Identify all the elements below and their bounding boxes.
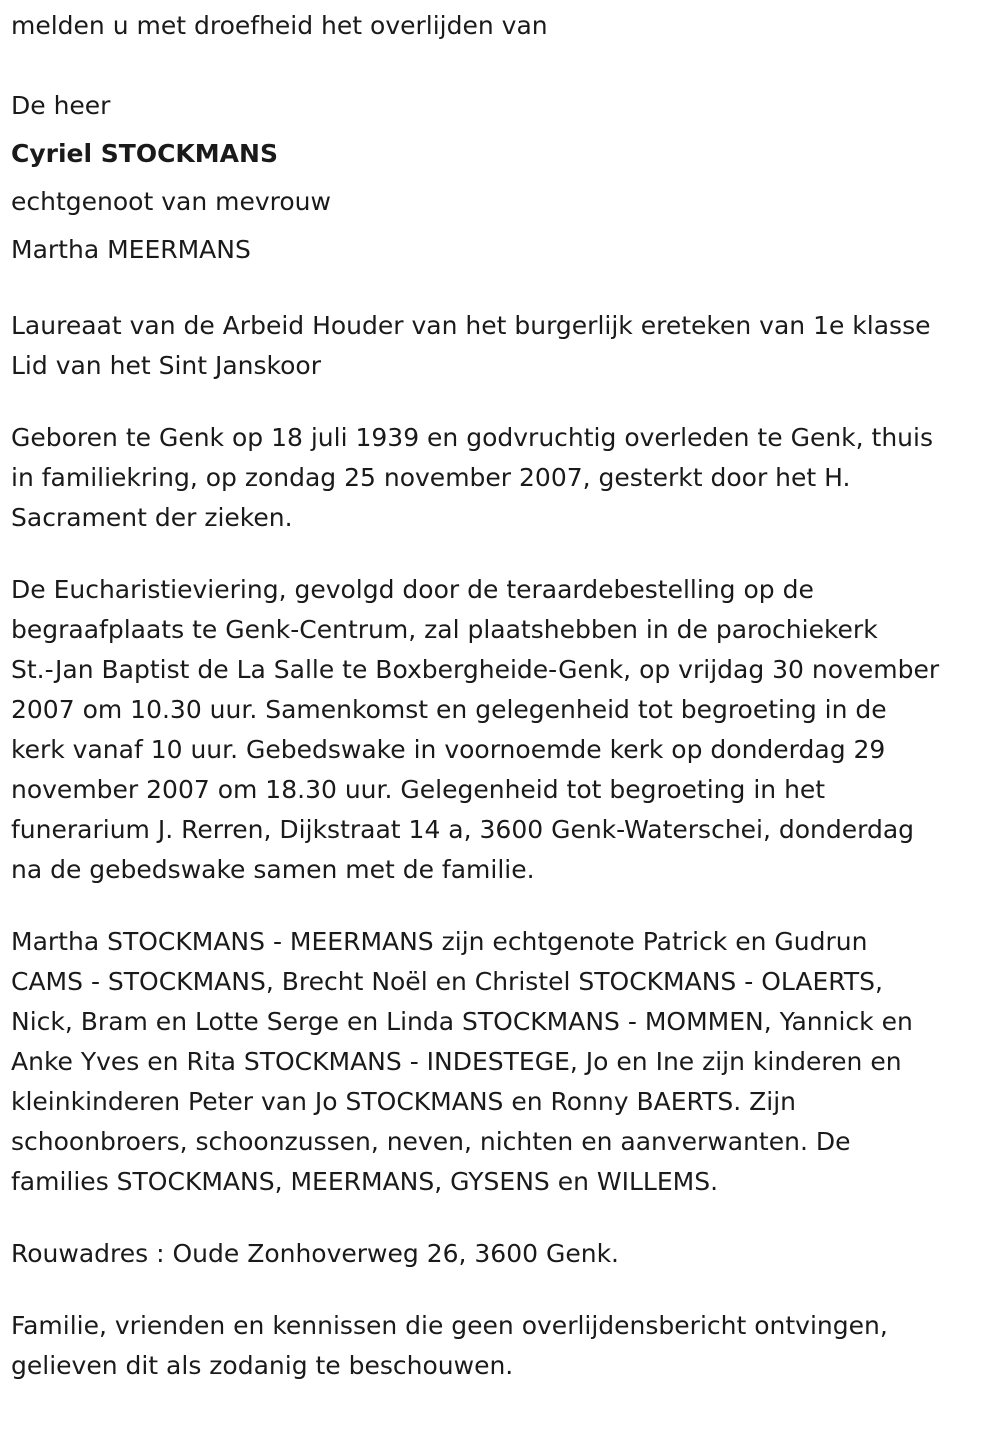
spacer	[11, 538, 991, 570]
ceremony-block	[11, 570, 991, 890]
deceased-name: Cyriel STOCKMANS	[11, 139, 278, 168]
spacer	[11, 386, 991, 418]
ceremony-line: 2007 om 10.30 uur. Samenkomst en gelegenheid tot begroeting in de	[11, 695, 887, 724]
honors-block	[11, 306, 991, 386]
birth-death-line: Geboren te Genk op 18 juli 1939 en godvruchtig overleden te Genk, thuis	[11, 423, 933, 452]
family-line: Nick, Bram en Lotte Serge en Linda STOCKMANS - MOMMEN, Yannick en	[11, 1007, 913, 1036]
honors-line: Lid van het Sint Janskoor	[11, 351, 321, 380]
closing-block	[11, 1306, 991, 1386]
spacer	[11, 890, 991, 922]
spacer	[11, 274, 991, 306]
spacer	[11, 1202, 991, 1234]
spouse-intro: echtgenoot van mevrouw	[11, 187, 331, 216]
ceremony-line: funerarium J. Rerren, Dijkstraat 14 a, 3600 Genk-Waterschei, donderdag	[11, 815, 915, 844]
closing-line: gelieven dit als zodanig te beschouwen.	[11, 1351, 514, 1380]
intro-text: melden u met droefheid het overlijden van	[11, 11, 548, 40]
spacer	[11, 50, 991, 82]
honors-line: Laureaat van de Arbeid Houder van het burgerlijk ereteken van 1e klasse	[11, 311, 931, 340]
family-line: Anke Yves en Rita STOCKMANS - INDESTEGE, Jo en Ine zijn kinderen en	[11, 1047, 902, 1076]
ceremony-line: begraafplaats te Genk-Centrum, zal plaatshebben in de parochiekerk	[11, 615, 878, 644]
family-line: kleinkinderen Peter van Jo STOCKMANS en Ronny BAERTS. Zijn	[11, 1087, 797, 1116]
family-line: CAMS - STOCKMANS, Brecht Noël en Christel STOCKMANS - OLAERTS,	[11, 967, 883, 996]
ceremony-line: november 2007 om 18.30 uur. Gelegenheid tot begroeting in het	[11, 775, 826, 804]
family-block	[11, 922, 991, 1202]
birth-death-line: Sacrament der zieken.	[11, 503, 293, 532]
birth-death-block	[11, 418, 991, 538]
spacer	[11, 1274, 991, 1306]
family-line: families STOCKMANS, MEERMANS, GYSENS en WILLEMS.	[11, 1167, 719, 1196]
ceremony-line: na de gebedswake samen met de familie.	[11, 855, 535, 884]
salutation: De heer	[11, 91, 111, 120]
family-line: schoonbroers, schoonzussen, neven, nichten en aanverwanten. De	[11, 1127, 851, 1156]
family-line: Martha STOCKMANS - MEERMANS zijn echtgenote Patrick en Gudrun	[11, 927, 868, 956]
closing-line: Familie, vrienden en kennissen die geen overlijdensbericht ontvingen,	[11, 1311, 888, 1340]
birth-death-line: in familiekring, op zondag 25 november 2007, gesterkt door het H.	[11, 463, 851, 492]
ceremony-line: kerk vanaf 10 uur. Gebedswake in voornoemde kerk op donderdag 29	[11, 735, 886, 764]
mourning-address: Rouwadres : Oude Zonhoverweg 26, 3600 Genk.	[11, 1239, 619, 1268]
ceremony-line: De Eucharistieviering, gevolgd door de teraardebestelling op de	[11, 575, 814, 604]
spouse-name: Martha MEERMANS	[11, 235, 251, 264]
obituary-document	[11, 0, 991, 1386]
ceremony-line: St.-Jan Baptist de La Salle te Boxbergheide-Genk, op vrijdag 30 november	[11, 655, 940, 684]
